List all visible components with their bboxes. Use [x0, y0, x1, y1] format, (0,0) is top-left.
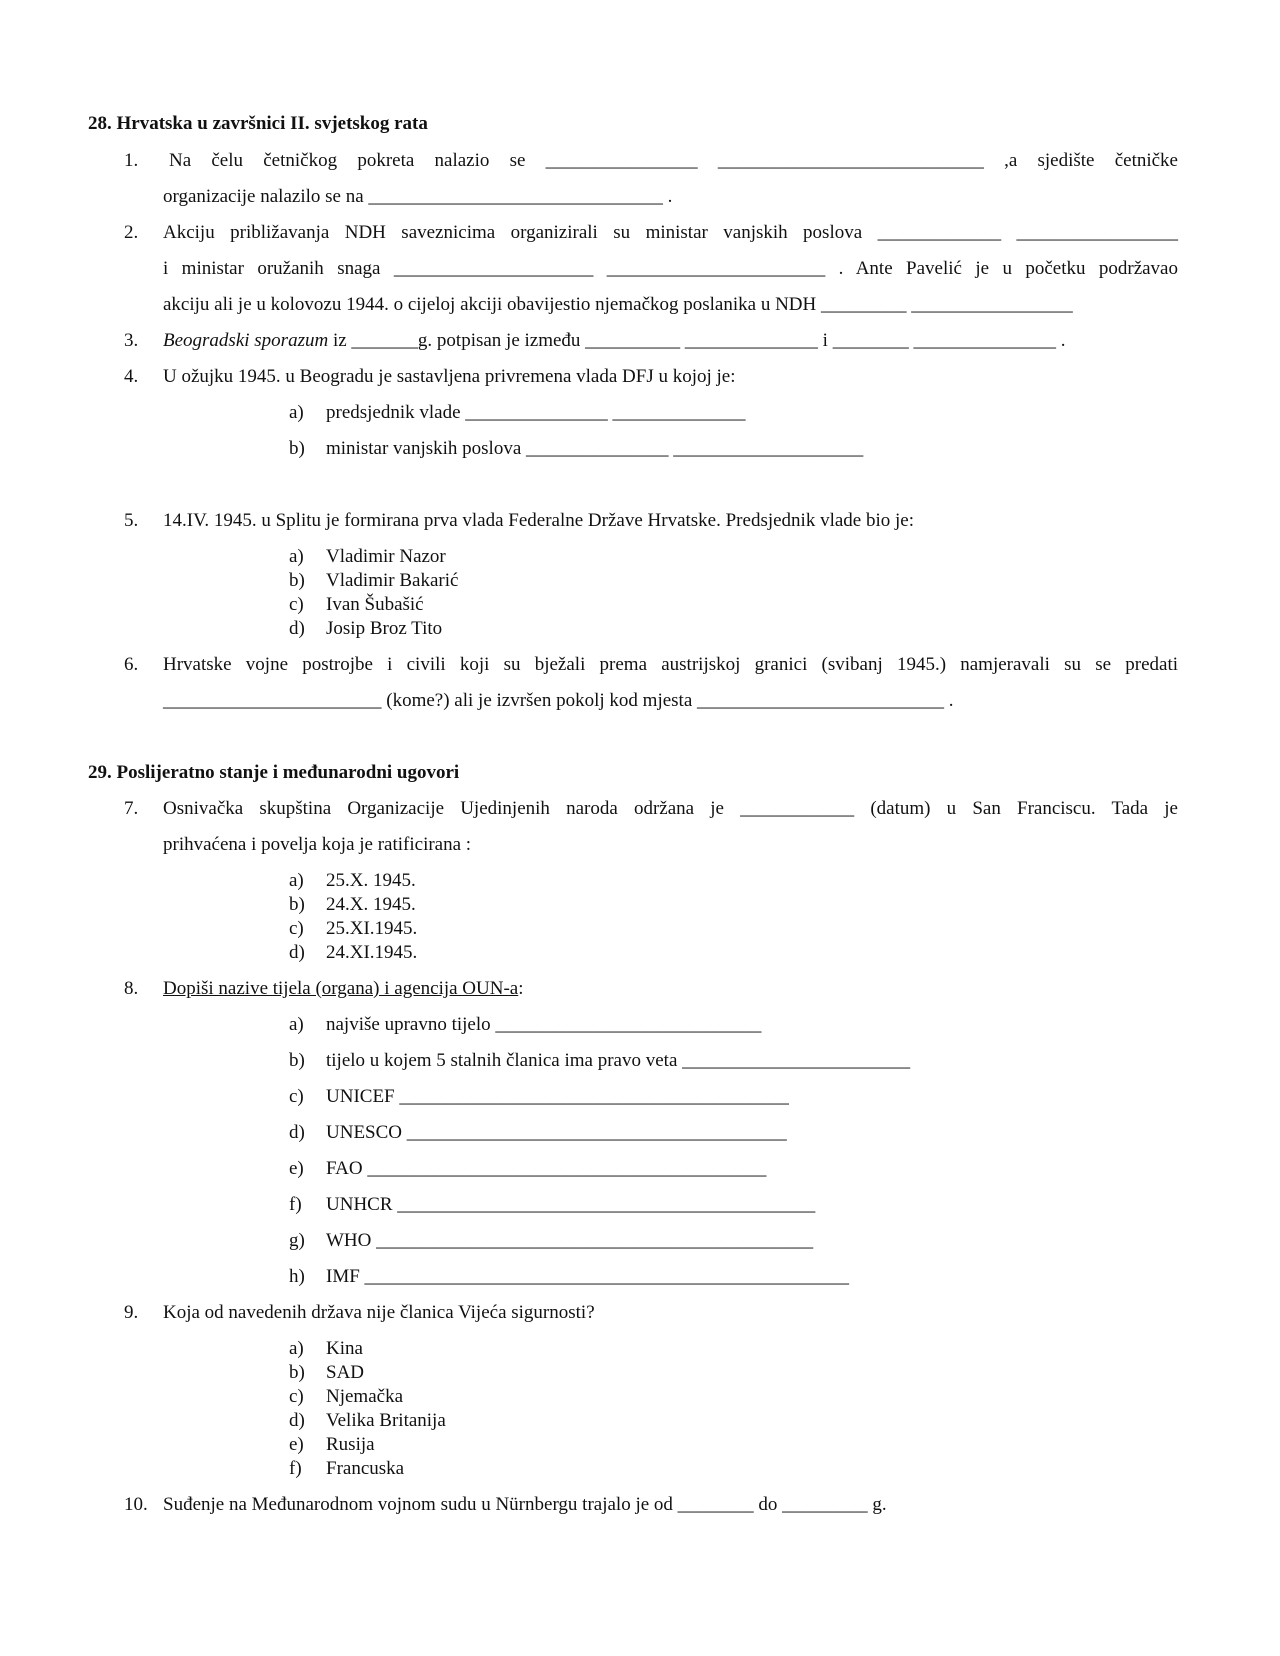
- q6-line-2: _______________________ (kome?) ali je izvršen pokolj kod mjesta __________________________ .: [163, 690, 954, 711]
- q7-line-1: Osnivačka skupština Organizacije Ujedinjenih naroda održana je ____________ (datum) u San Franciscu. Tada je: [163, 798, 1178, 819]
- q9-option-f-letter: f): [289, 1458, 302, 1479]
- q7-line-2: prihvaćena i povelja koja je ratificirana :: [163, 834, 472, 855]
- q2-line-2: i ministar oružanih snaga _____________________ _______________________ . Ante Pavelić je u početku podržavao: [163, 258, 1178, 279]
- q9-option-b: SAD: [326, 1362, 365, 1383]
- q1-number: 1.: [124, 150, 139, 171]
- q8-option-h: IMF ___________________________________________________: [326, 1266, 850, 1287]
- q8-option-c: UNICEF _________________________________________: [326, 1086, 789, 1107]
- q8-option-a-letter: a): [289, 1014, 304, 1035]
- q4-text: U ožujku 1945. u Beogradu je sastavljena privremena vlada DFJ u kojoj je:: [163, 366, 736, 387]
- q8-option-g: WHO ______________________________________________: [326, 1230, 814, 1251]
- q8-instruction: Dopiši nazive tijela (organa) i agencija OUN-a: [163, 978, 519, 999]
- q3-rest: iz _______g. potpisan je između __________ ______________ i ________ _______________ .: [328, 330, 1066, 351]
- q6-number: 6.: [124, 654, 139, 675]
- q3-line: [163, 330, 1178, 352]
- q3-number: 3.: [124, 330, 139, 351]
- q9-option-c-letter: c): [289, 1386, 304, 1407]
- q9-option-a: Kina: [326, 1338, 363, 1359]
- q5-number: 5.: [124, 510, 139, 531]
- q8-colon: :: [518, 978, 524, 999]
- q8-option-a: najviše upravno tijelo ____________________________: [326, 1014, 762, 1035]
- section-title-28: 28. Hrvatska u završnici II. svjetskog rata: [88, 113, 428, 134]
- q5-option-a-letter: a): [289, 546, 304, 567]
- q1-line-1: Na čelu četničkog pokreta nalazio se ________________ ____________________________ ,a sjedište četničke: [169, 150, 1178, 171]
- q8-option-f-letter: f): [289, 1194, 302, 1215]
- q9-option-f: Francuska: [326, 1458, 405, 1479]
- q5-text: 14.IV. 1945. u Splitu je formirana prva vlada Federalne Države Hrvatske. Predsjednik vlade bio je:: [163, 510, 914, 531]
- q4-option-a-letter: a): [289, 402, 304, 423]
- q8-option-g-letter: g): [289, 1230, 305, 1251]
- q7-option-a-letter: a): [289, 870, 304, 891]
- q8-text-line: [163, 978, 1178, 1000]
- q9-option-e: Rusija: [326, 1434, 375, 1455]
- q3-italic-term: Beogradski sporazum: [163, 330, 329, 351]
- q7-number: 7.: [124, 798, 139, 819]
- q8-option-e: FAO __________________________________________: [326, 1158, 767, 1179]
- q8-option-c-letter: c): [289, 1086, 304, 1107]
- q5-option-d-letter: d): [289, 618, 305, 639]
- q9-option-b-letter: b): [289, 1362, 305, 1383]
- q7-option-b: 24.X. 1945.: [326, 894, 416, 915]
- q8-option-f: UNHCR ____________________________________________: [326, 1194, 816, 1215]
- q8-option-d: UNESCO ________________________________________: [326, 1122, 787, 1143]
- q5-option-b: Vladimir Bakarić: [326, 570, 459, 591]
- q8-option-e-letter: e): [289, 1158, 304, 1179]
- q9-option-c: Njemačka: [326, 1386, 404, 1407]
- q8-option-h-letter: h): [289, 1266, 305, 1287]
- q6-line-1: Hrvatske vojne postrojbe i civili koji su bježali prema austrijskoj granici (svibanj 1945.) namjeravali su se predati: [163, 654, 1178, 675]
- q5-option-c: Ivan Šubašić: [326, 594, 424, 615]
- q2-line-3: akciju ali je u kolovozu 1944. o cijeloj akciji obavijestio njemačkog poslanika u NDH _________ _________________: [163, 294, 1073, 315]
- q4-option-a: predsjednik vlade _______________ ______________: [326, 402, 746, 423]
- q5-option-a: Vladimir Nazor: [326, 546, 446, 567]
- q7-option-c: 25.XI.1945.: [326, 918, 418, 939]
- q9-option-e-letter: e): [289, 1434, 304, 1455]
- q2-line-1: Akciju približavanja NDH saveznicima organizirali su ministar vanjskih poslova _____________ _________________: [163, 222, 1178, 243]
- q8-option-b-letter: b): [289, 1050, 305, 1071]
- q9-option-a-letter: a): [289, 1338, 304, 1359]
- q10-text: Suđenje na Međunarodnom vojnom sudu u Nürnbergu trajalo je od ________ do _________ g.: [163, 1494, 887, 1515]
- q8-option-d-letter: d): [289, 1122, 305, 1143]
- section-title-29: 29. Poslijeratno stanje i međunarodni ugovori: [88, 762, 460, 783]
- q9-text: Koja od navedenih država nije članica Vijeća sigurnosti?: [163, 1302, 595, 1323]
- q4-option-b: ministar vanjskih poslova _______________ ____________________: [326, 438, 864, 459]
- q9-option-d: Velika Britanija: [326, 1410, 446, 1431]
- q7-option-d-letter: d): [289, 942, 305, 963]
- q7-option-b-letter: b): [289, 894, 305, 915]
- q5-option-c-letter: c): [289, 594, 304, 615]
- q7-option-c-letter: c): [289, 918, 304, 939]
- q4-number: 4.: [124, 366, 139, 387]
- q7-option-d: 24.XI.1945.: [326, 942, 418, 963]
- q5-option-b-letter: b): [289, 570, 305, 591]
- q9-option-d-letter: d): [289, 1410, 305, 1431]
- q2-number: 2.: [124, 222, 139, 243]
- q9-number: 9.: [124, 1302, 139, 1323]
- q1-line-2: organizacije nalazilo se na _______________________________ .: [163, 186, 673, 207]
- q10-number: 10.: [124, 1494, 148, 1515]
- q8-number: 8.: [124, 978, 139, 999]
- q4-option-b-letter: b): [289, 438, 305, 459]
- q7-option-a: 25.X. 1945.: [326, 870, 416, 891]
- q5-option-d: Josip Broz Tito: [326, 618, 443, 639]
- q8-option-b: tijelo u kojem 5 stalnih članica ima pravo veta ________________________: [326, 1050, 911, 1071]
